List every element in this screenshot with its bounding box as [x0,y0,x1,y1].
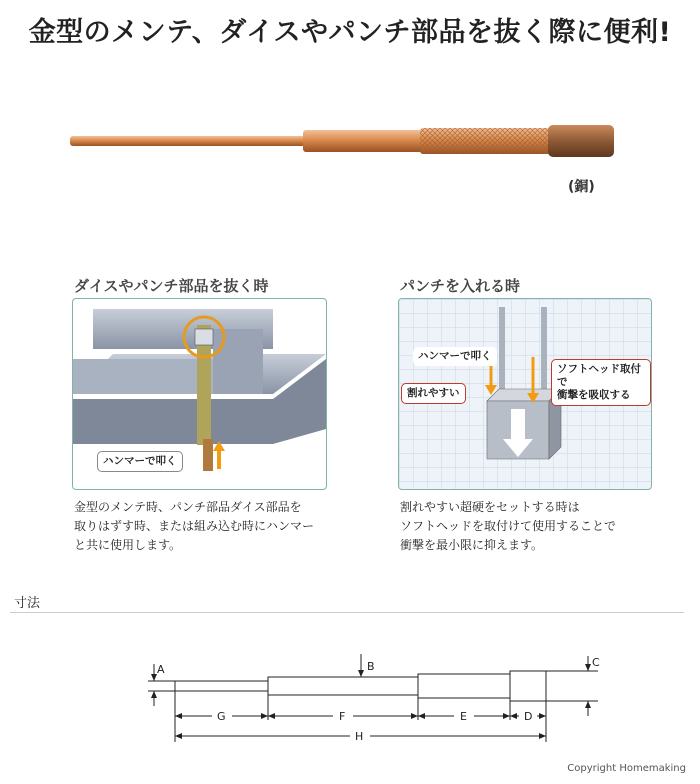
panel-2-illustration [398,298,652,490]
dim-label-c: C [592,656,600,669]
panel-1-callout-hammer: ハンマーで叩く [97,451,183,472]
dim-label-a: A [157,663,165,676]
dim-label-h: H [355,730,364,743]
dim-label-e: E [460,710,467,723]
copyright: Copyright Homemaking [567,763,686,774]
material-label: (銅) [568,179,595,195]
dim-label-f: F [339,710,346,723]
panel-1-description: 金型のメンテ時、パンチ部品ダイス部品を 取りはずす時、または組み込む時にハンマー と共に使用します。 [74,500,315,552]
panel-1-title: ダイスやパンチ部品を抜く時 [74,277,269,295]
dim-label-b: B [367,660,375,673]
panel-2-callout-soft-head: ソフトヘッド取付で 衝撃を吸収する [551,359,651,406]
dim-label-d: D [524,710,533,723]
panel-2-title: パンチを入れる時 [400,277,521,295]
panel-2-callout-fragile: 割れやすい [401,383,466,404]
product-punch-image [60,118,640,168]
dimension-drawing [140,650,610,750]
panel-1-illustration [72,298,327,490]
panel-2-callout-hammer: ハンマーで叩く [413,347,497,366]
headline: 金型のメンテ、ダイスやパンチ部品を抜く際に便利! [28,17,672,48]
dim-label-g: G [217,710,226,723]
dimensions-section-label: 寸法 [14,596,41,611]
section-divider [10,612,684,613]
panel-2-description: 割れやすい超硬をセットする時は ソフトヘッドを取付けて使用することで 衝撃を最小限に抑えます。 [400,500,617,552]
